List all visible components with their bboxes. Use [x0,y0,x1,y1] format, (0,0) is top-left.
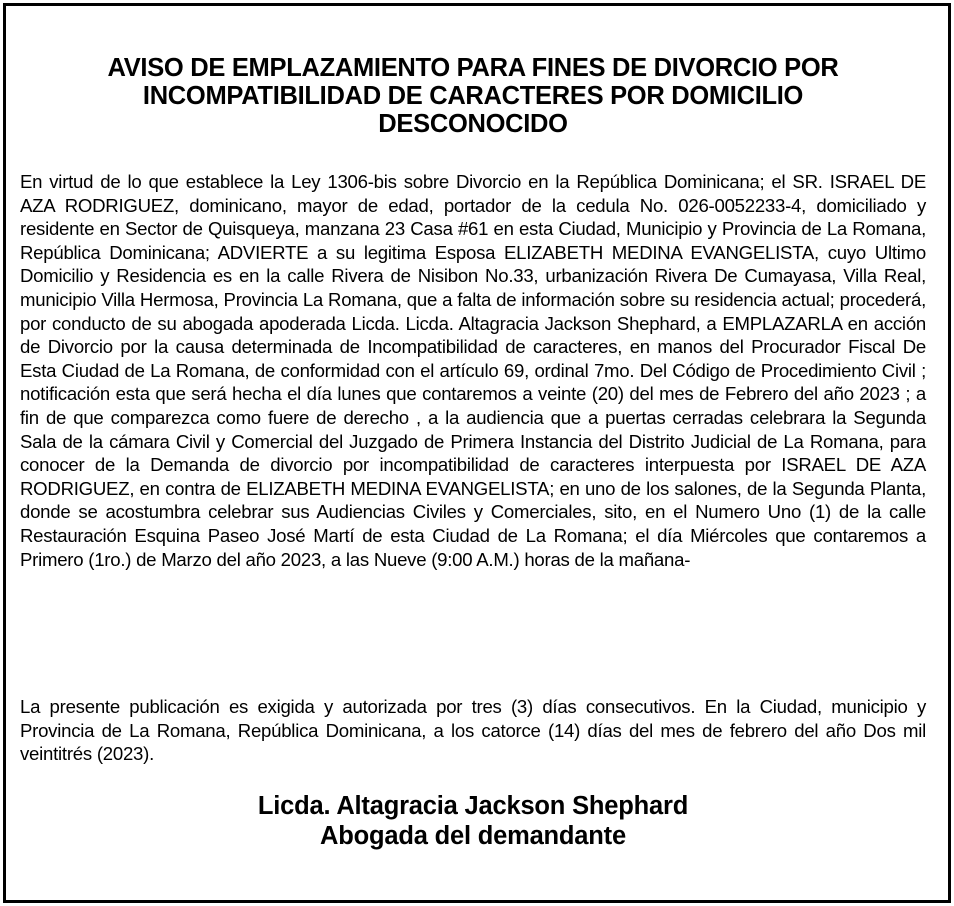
signature-block [20,791,926,851]
notice-title [20,54,926,138]
title-line: DESCONOCIDO [378,110,568,138]
signature-role: Abogada del demandante [320,822,626,850]
notice-body-paragraph: En virtud de lo que establece la Ley 1306-bis sobre Divorcio en la República Dominicana; el SR. ISRAEL DE AZA RODRIGUEZ, dominicano, mayor de edad, portador de la cedula No. 026-0052233-4, domiciliado y residente en Sector de Quisqueya, manzana 23 Casa #61 en esta Ciudad, Municipio y Provincia de La Romana, República Dominicana; ADVIERTE a su legitima Esposa ELIZABETH MEDINA EVANGELISTA, cuyo Ultimo Domicilio y Residencia es en la calle Rivera de Nisibon No.33, urbanización Rivera De Cumayasa, Villa Real, municipio Villa Hermosa, Provincia La Romana, que a falta de información sobre su residencia actual; procederá, por conducto de su abogada apoderada Licda. Licda. Altagracia Jackson Shephard, a EMPLAZARLA en acción de Divorcio por la causa determinada de Incompatibilidad de caracteres, en manos del Procurador Fiscal De Esta Ciudad de La Romana, de conformidad con el artículo 69, ordinal 7mo. Del Código de Procedimiento Civil ; notificación esta que será hecha el día lunes que contaremos a veinte (20) del mes de Febrero del año 2023 ; a fin de que comparezca como fuere de derecho , a la audiencia que a puertas cerradas celebrara la Segunda Sala de la cámara Civil y Comercial del Juzgado de Primera Instancia del Distrito Judicial de La Romana, para conocer de la Demanda de divorcio por incompatibilidad de caracteres interpuesta por ISRAEL DE AZA RODRIGUEZ, en contra de ELIZABETH MEDINA EVANGELISTA; en uno de los salones, de la Segunda Planta, donde se acostumbra celebrar sus Audiencias Civiles y Comerciales, sito, en el Numero Uno (1) de la calle Restauración Esquina Paseo José Martí de esta Ciudad de La Romana; el día Miércoles que contaremos a Primero (1ro.) de Marzo del año 2023, a las Nueve (9:00 A.M.) horas de la mañana- [20,171,926,570]
publication-paragraph: La presente publicación es exigida y autorizada por tres (3) días consecutivos. En la Ciudad, municipio y Provincia de La Romana, República Dominicana, a los catorce (14) días del mes de febrero del año Dos mil veintitrés (2023). [20,696,926,765]
title-line: AVISO DE EMPLAZAMIENTO PARA FINES DE DIVORCIO POR [107,54,839,82]
signature-name: Licda. Altagracia Jackson Shephard [257,792,689,820]
title-line: INCOMPATIBILIDAD DE CARACTERES POR DOMICILIO [142,82,804,110]
